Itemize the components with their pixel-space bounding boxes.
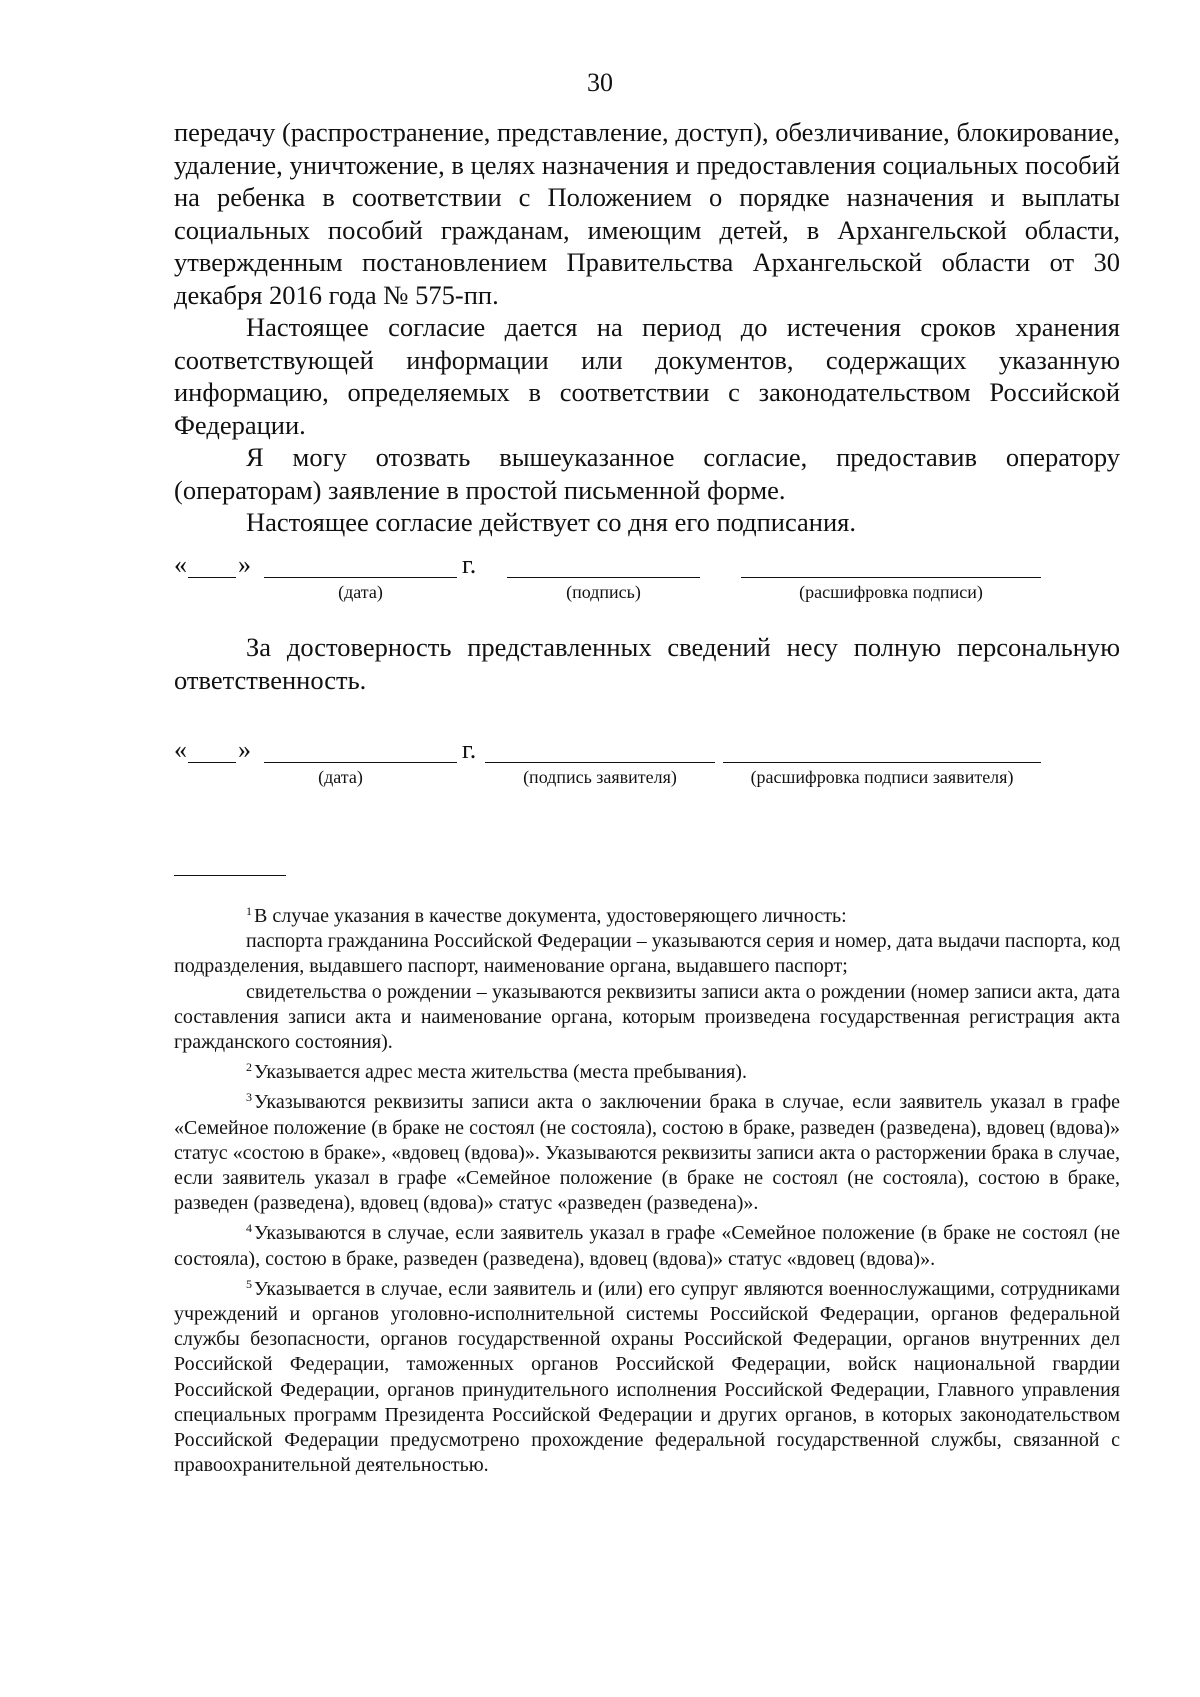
footnote-1 <box>174 899 1120 929</box>
footnote-text: Указываются реквизиты записи акта о заключении брака в случае, если заявитель указал в графе «Семейное положение (в браке не состоял (не состояла), состою в браке, разведен (разведена), вдовец (вдова)» статус «состою в браке», «вдовец (вдова)». Указываются реквизиты записи акта о расторжении брака в случае, если заявитель указал в графе «Семейное положение (в браке не состоял (не состояла), состою в браке, разведен (разведена), вдовец (вдова)» статус «разведен (разведена)». <box>174 1091 1120 1215</box>
day-field-line[interactable] <box>188 577 236 578</box>
footnote-text: В случае указания в качестве документа, удостоверяющего личность: <box>254 905 847 927</box>
footnote-text: Указываются в случае, если заявитель указал в графе «Семейное положение (в браке не состоял (не состояла), состою в браке, разведен (разведена), вдовец (вдова)» статус «вдовец (вдова)». <box>174 1222 1120 1270</box>
footnote-mark: 5 <box>246 1276 252 1291</box>
caption-signature-decoding: (расшифровка подписи) <box>799 582 983 602</box>
page-number: 30 <box>587 68 613 97</box>
footnote-text: свидетельства о рождении – указываются реквизиты записи акта о рождении (номер записи акта, дата составления записи акта и наименование органа, которым произведена государственная регистрация акта гражданского состояния). <box>174 980 1120 1054</box>
responsibility-statement <box>174 631 1120 696</box>
footnote-mark: 1 <box>246 904 252 918</box>
footnote-text: Указывается в случае, если заявитель и (или) его супруг являются военнослужащими, сотрудниками учреждений и органов уголовно-исполнительной системы Российской Федерации, органов федеральной службы безопасности, органов государственной охраны Российской Федерации, органов внутренних дел Российской Федерации, таможенных органов Российской Федерации, войск национальной гвардии Российской Федерации, органов принудительного исполнения Российской Федерации, Главного управления специальных программ Президента Российской Федерации и других органов, в которых законодательством Российской Федерации предусмотрено прохождение федеральной государственной службы, связанной с правоохранительной деятельностью. <box>174 1277 1120 1477</box>
paragraph-withdrawal: Я могу отозвать вышеуказанное согласие, предоставив оператору (операторам) заявление в простой письменной форме. <box>174 442 1120 505</box>
footnote-3 <box>174 1085 1120 1216</box>
date-close-quote: » <box>238 735 251 764</box>
caption-applicant-signature: (подпись заявителя) <box>523 767 677 787</box>
caption-signature: (подпись) <box>566 582 641 602</box>
footnote-separator <box>174 875 286 876</box>
applicant-decoding-line[interactable] <box>723 762 1041 763</box>
date-open-quote: « <box>174 550 187 579</box>
footnote-2 <box>174 1055 1120 1085</box>
footnote-4 <box>174 1216 1120 1271</box>
footnote-1-birth-certificate <box>174 980 1120 1056</box>
footnote-1-passport <box>174 929 1120 979</box>
paragraph-responsibility: За достоверность представленных сведений несу полную персональную ответственность. <box>174 632 1120 695</box>
year-suffix: г. <box>462 735 477 764</box>
date-field-line[interactable] <box>264 577 457 578</box>
consent-text <box>174 116 1120 539</box>
footnote-mark: 4 <box>246 1221 252 1236</box>
signature-field-line[interactable] <box>507 577 700 578</box>
signature-decoding-line[interactable] <box>741 577 1041 578</box>
date-field-line[interactable] <box>264 762 457 763</box>
footnote-mark: 2 <box>246 1060 252 1075</box>
year-suffix: г. <box>462 550 477 579</box>
footnote-5 <box>174 1272 1120 1479</box>
date-close-quote: » <box>238 550 251 579</box>
caption-applicant-decoding: (расшифровка подписи заявителя) <box>750 767 1014 787</box>
paragraph-consent-period: Настоящее согласие дается на период до истечения сроков хранения соответствующей информации или документов, содержащих указанную информацию, определяемых в соответствии с законодательством Российской Федерации. <box>174 312 1120 440</box>
paragraph-processing-purpose: передачу (распространение, представление, доступ), обезличивание, блокирование, удаление, уничтожение, в целях назначения и предоставления социальных пособий на ребенка в соответствии с Положением о порядке назначения и выплаты социальных пособий гражданам, имеющим детей, в Архангельской области, утвержденным постановлением Правительства Архангельской области от 30 декабря 2016 года № 575-пп. <box>174 117 1120 310</box>
signature-block-applicant <box>174 733 1120 793</box>
caption-date: (дата) <box>338 582 383 602</box>
caption-date: (дата) <box>318 767 363 787</box>
footnotes <box>174 899 1120 1478</box>
footnote-mark: 3 <box>246 1090 252 1105</box>
applicant-signature-line[interactable] <box>485 762 715 763</box>
day-field-line[interactable] <box>188 762 236 763</box>
footnote-text: Указывается адрес места жительства (места пребывания). <box>254 1061 747 1084</box>
paragraph-effective-date: Настоящее согласие действует со дня его подписания. <box>246 507 856 537</box>
date-open-quote: « <box>174 735 187 764</box>
signature-block-consent <box>174 548 1120 608</box>
footnote-text: паспорта гражданина Российской Федерации – указываются серия и номер, дата выдачи паспорта, код подразделения, выдавшего паспорт, наименование органа, выдавшего паспорт; <box>174 930 1120 978</box>
